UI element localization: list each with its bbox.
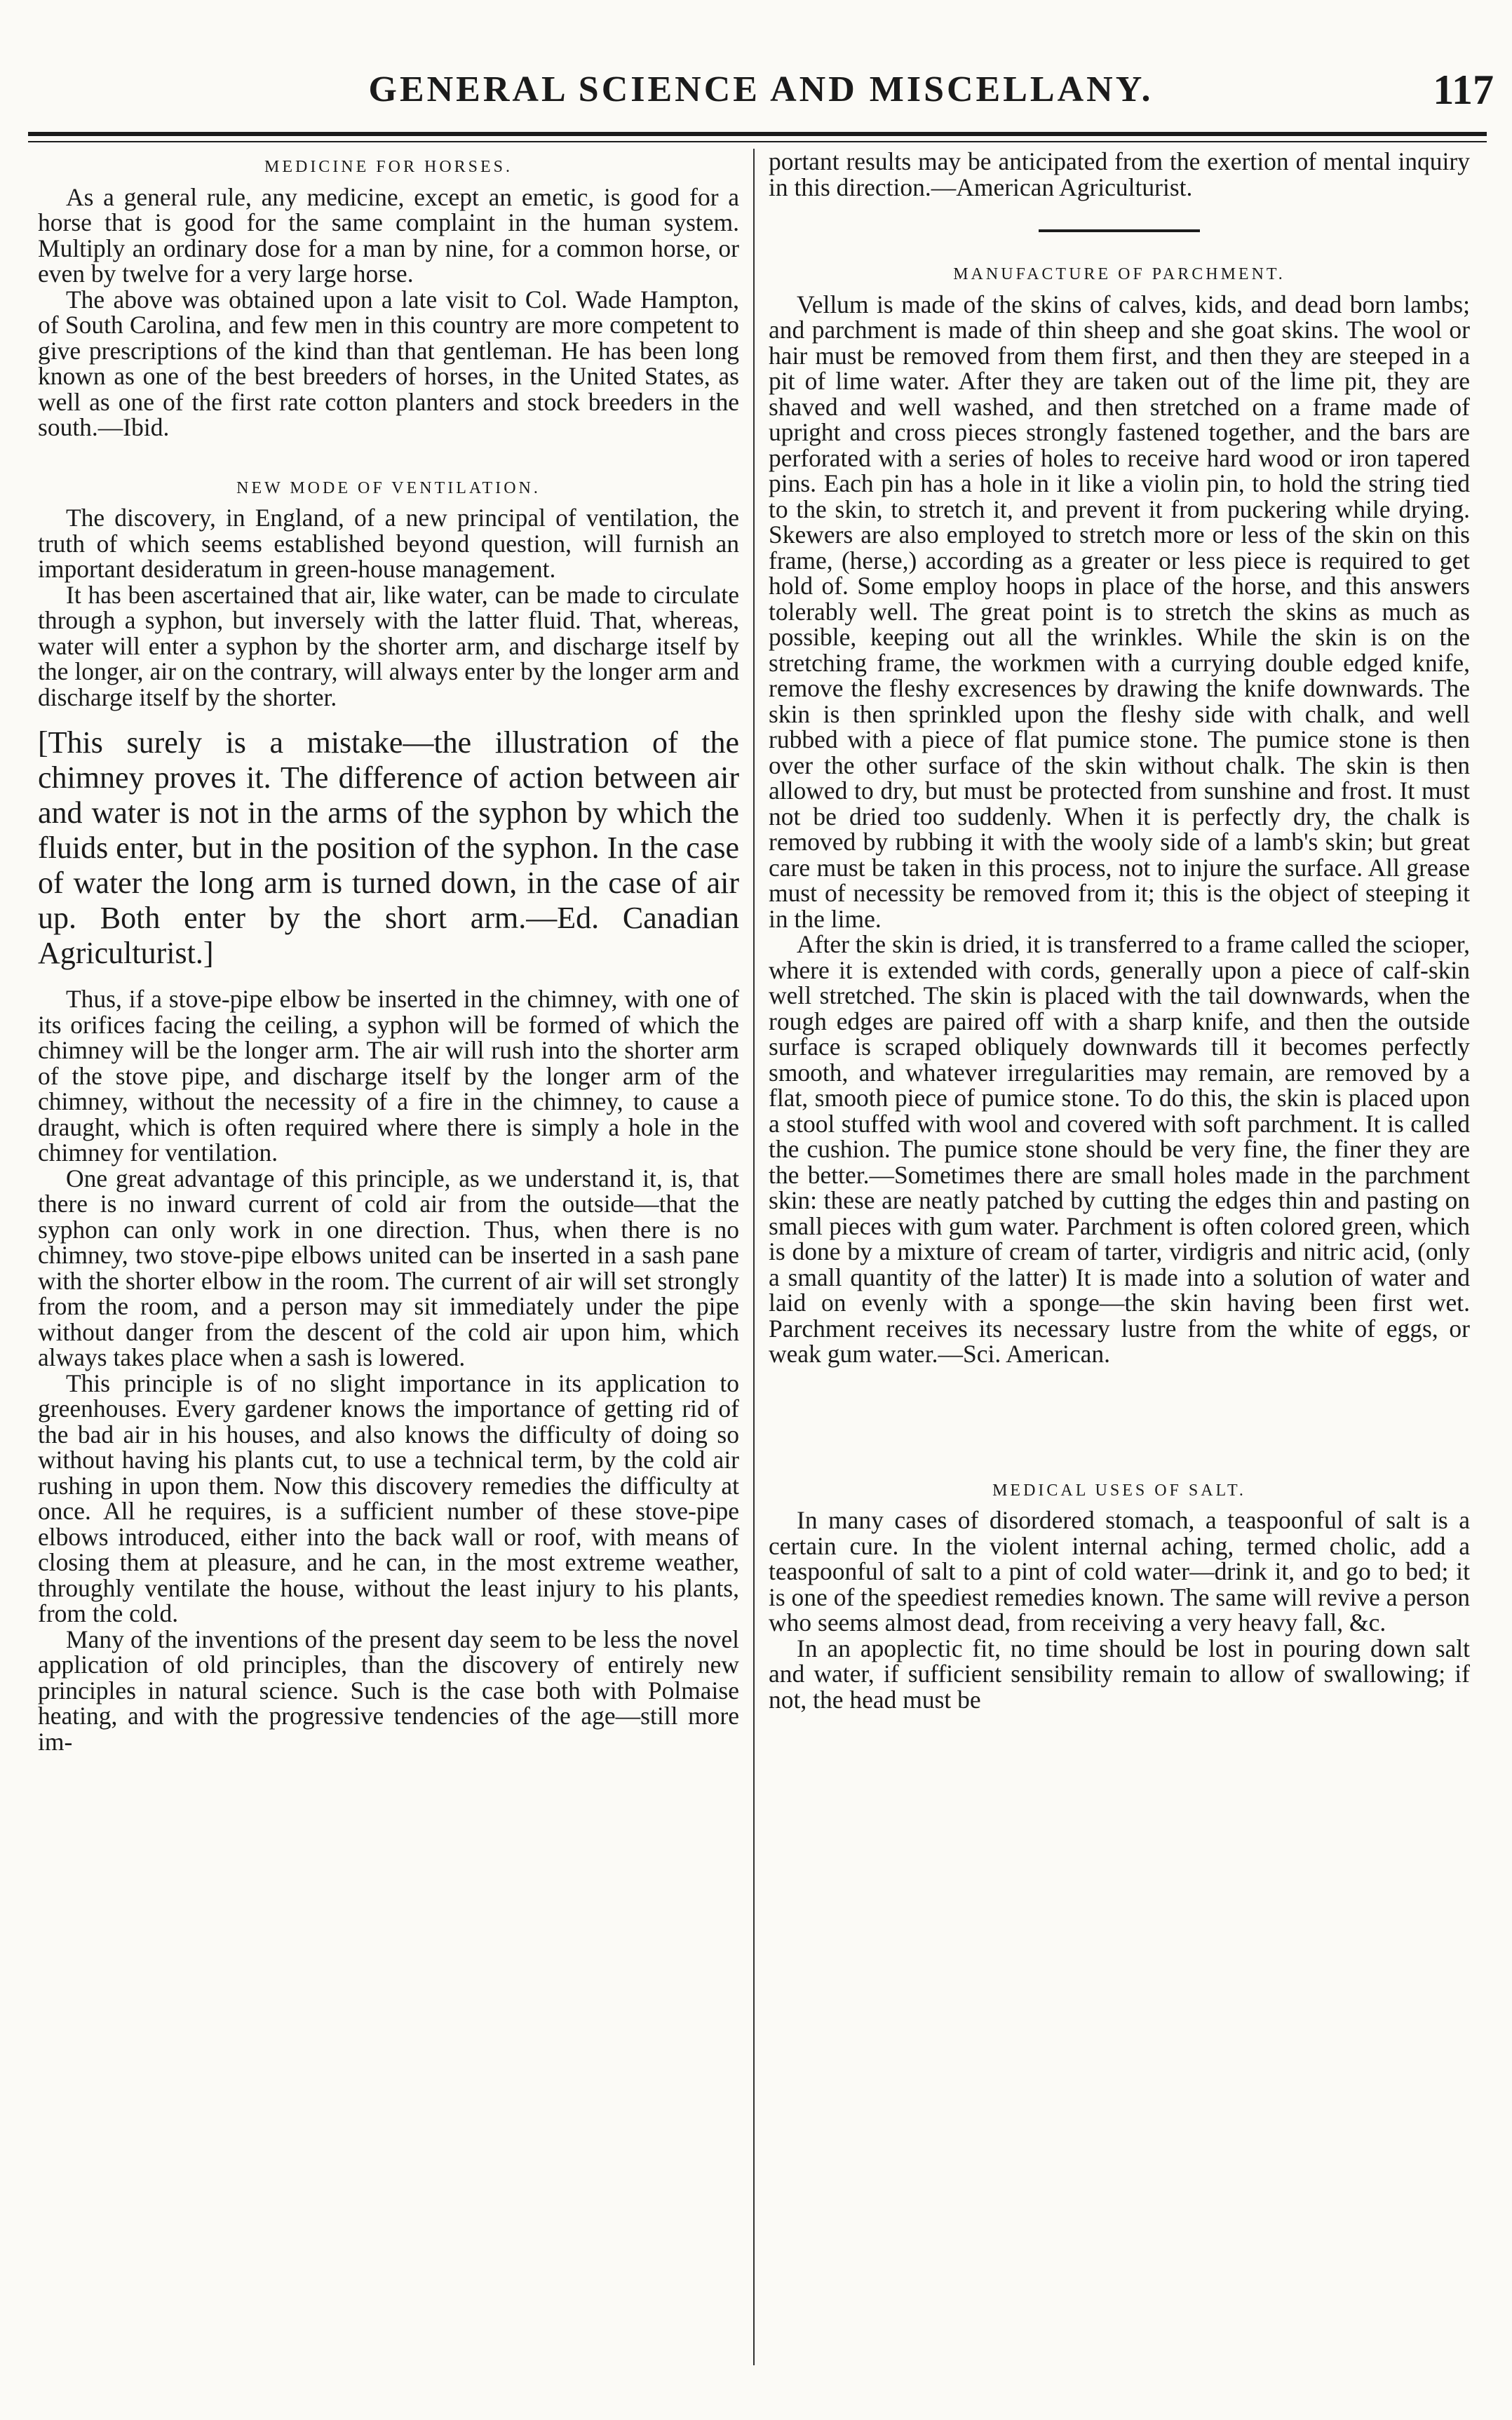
- paragraph: As a general rule, any medicine, except an emetic, is good for a horse that is good for the same complaint in the human system. Multiply an ordinary dose for a man by nine, for a common horse, or even by twelve for a very large horse.: [38, 182, 739, 288]
- paragraph: It has been ascertained that air, like water, can be made to circulate through a syphon, but inversely with the latter fluid. That, whereas, water will enter a syphon by the shorter arm, and discharge itself by the longer, air on the contrary, will always enter by the longer arm and discharge itself by the shorter.: [38, 580, 739, 711]
- header-rule-thin: [28, 141, 1487, 142]
- paragraph: The above was obtained upon a late visit to Col. Wade Hampton, of South Carolina, and few men in this country are more competent to give prescriptions of the kind than that gentleman. He has been long known as one of the best breeders of horses, in the United States, as well as one of the first rate cotton planters and stock breeders in the south.—Ibid.: [38, 285, 739, 441]
- page-header: [28, 69, 1494, 139]
- paragraph: The discovery, in England, of a new principal of ventilation, the truth of which seems established beyond question, will furnish an important desideratum in green-house management.: [38, 504, 739, 583]
- continued-paragraph: portant results may be anticipated from the exertion of mental inquiry in this direction.—American Agriculturist.: [769, 147, 1470, 201]
- paragraph: This principle is of no slight importance in its application to greenhouses. Every gardener knows the importance of getting rid of the bad air in his houses, and also knows the difficulty of doing so without having his plants cut, to use a technical term, by the cold air rushing in upon them. Now this discovery remedies the difficulty at once. All he requires, is a sufficient number of these stove-pipe elbows introduced, either into the back wall or roof, with means of closing them at pleasure, and he can, in the most extreme weather, throughly ventilate the house, without the least injury to his plants, from the cold.: [38, 1369, 739, 1627]
- paragraph: Vellum is made of the skins of calves, kids, and dead born lambs; and parchment is made of thin sheep and she goat skins. The wool or hair must be removed from them first, and then they are steeped in a pit of lime water. After they are taken out of the lime pit, they are shaved and well washed, and then stretched on a frame made of upright and cross pieces strongly fastened together, and the bars are perforated with a series of holes to receive hard wood or iron tapered pins. Each pin has a hole in it like a violin pin, to hold the string tied to the skin, to stretch it, and prevent it from puckering while drying. Skewers are also employed to stretch more or less of the skin on this frame, (herse,) according as a greater or less piece is required to get hold of. Some employ hoops in place of the horse, and this answers tolerably well. The great point is to stretch the skins as much as possible, keeping out all the wrinkles. While the skin is on the stretching frame, the workmen with a currying double edged knife, remove the fleshy excresences by drawing the knife downwards. The skin is then sprinkled upon the fleshy side with chalk, and well rubbed with a piece of flat pumice stone. The pumice stone is then over the other surface of the skin without chalk. The skin is then allowed to dry, but must be protected from sunshine and frost. It must not be dried too suddenly. When it is perfectly dry, the chalk is removed by rubbing it with the wooly side of a lamb's skin; but great care must be taken in this process, not to injure the surface. All grease must of necessity be removed from it; this is the object of steeping it in the lime.: [769, 290, 1470, 933]
- paragraph: In many cases of disordered stomach, a teaspoonful of salt is a certain cure. In the violent internal aching, termed cholic, add a teaspoonful of salt to a pint of cold water—drink it, and go to bed; it is one of the speediest remedies known. The same will revive a person who seems almost dead, from receiving a very heavy fall, &c.: [769, 1506, 1470, 1636]
- paragraph: One great advantage of this principle, as we understand it, is, that there is no inward current of cold air from the outside—that the syphon can only work in one direction. Thus, when there is no chimney, two stove-pipe elbows united can be inserted in a sash pane with the shorter elbow in the room. The current of air will set strongly from the room, and a person may sit immediately under the pipe without danger from the descent of the cold air upon him, which always takes place when a sash is lowered.: [38, 1164, 739, 1371]
- editor-note: [This surely is a mistake—the illustration of the chimney proves it. The difference of action between air and water is not in the arms of the syphon by which the fluids enter, but in the position of the syphon. In the case of water the long arm is turned down, in the case of air up. Both enter by the short arm.—Ed. Canadian Agriculturist.]: [38, 725, 739, 970]
- article-manufacture-of-parchment: [769, 262, 1470, 1367]
- article-medicine-for-horses: [38, 154, 739, 441]
- article-title: MANUFACTURE OF PARCHMENT.: [953, 265, 1285, 283]
- left-column: [38, 149, 739, 1754]
- column-divider: [753, 149, 755, 2365]
- article-new-mode-of-ventilation: [38, 476, 739, 1755]
- header-rule-thick: [28, 132, 1487, 136]
- paragraph: Thus, if a stove-pipe elbow be inserted in the chimney, with one of its orifices facing the ceiling, a syphon will be formed of which the chimney will be the longer arm. The air will rush into the shorter arm of the stove pipe, and discharge itself by the longer arm of the chimney, without the necessity of a fire in the chimney, to cause a draught, which is often required where there is simply a hole in the chimney for ventilation.: [38, 985, 739, 1167]
- paragraph: In an apoplectic fit, no time should be lost in pouring down salt and water, if sufficient sensibility remain to allow of swallowing; if not, the head must be: [769, 1634, 1470, 1714]
- running-head: GENERAL SCIENCE AND MISCELLANY.: [368, 69, 1154, 109]
- article-title: MEDICAL USES OF SALT.: [992, 1481, 1246, 1500]
- paragraph: After the skin is dried, it is transferred to a frame called the scioper, where it is extended with cords, generally upon a piece of calf-skin well stretched. The skin is placed with the tail downwards, when the rough edges are paired off with a sharp knife, and then the outside surface is scraped obliquely downwards till it becomes perfectly smooth, and whatever irregularities may remain, are removed by a flat, smooth piece of pumice stone. To do this, the skin is placed upon a stool stuffed with wool and covered with soft parchment. It is called the cushion. The pumice stone should be very fine, the finer they are the better.—Sometimes there are small holes made in the parchment skin: these are neatly patched by cutting the edges thin and pasting on small pieces with gum water. Parchment is often colored green, which is done by a mixture of cream of tarter, virdigris and nitric acid, (only a small quantity of the latter) It is made into a solution of water and laid on evenly with a sponge—the skin having been first wet. Parchment receives its necessary lustre from the white of eggs, or weak gum water.—Sci. American.: [769, 930, 1470, 1368]
- article-title: NEW MODE OF VENTILATION.: [236, 478, 541, 497]
- article-medical-uses-of-salt: [769, 1478, 1470, 1713]
- article-title: MEDICINE FOR HORSES.: [264, 158, 513, 176]
- paragraph: Many of the inventions of the present day seem to be less the novel application of old principles, than the discovery of entirely new principles in natural science. Such is the case both with Polmaise heating, and with the progressive tendencies of the age—still more im-: [38, 1625, 739, 1756]
- right-column: [769, 149, 1470, 1712]
- section-separator: [1039, 229, 1200, 232]
- page-number: 117: [1433, 67, 1494, 113]
